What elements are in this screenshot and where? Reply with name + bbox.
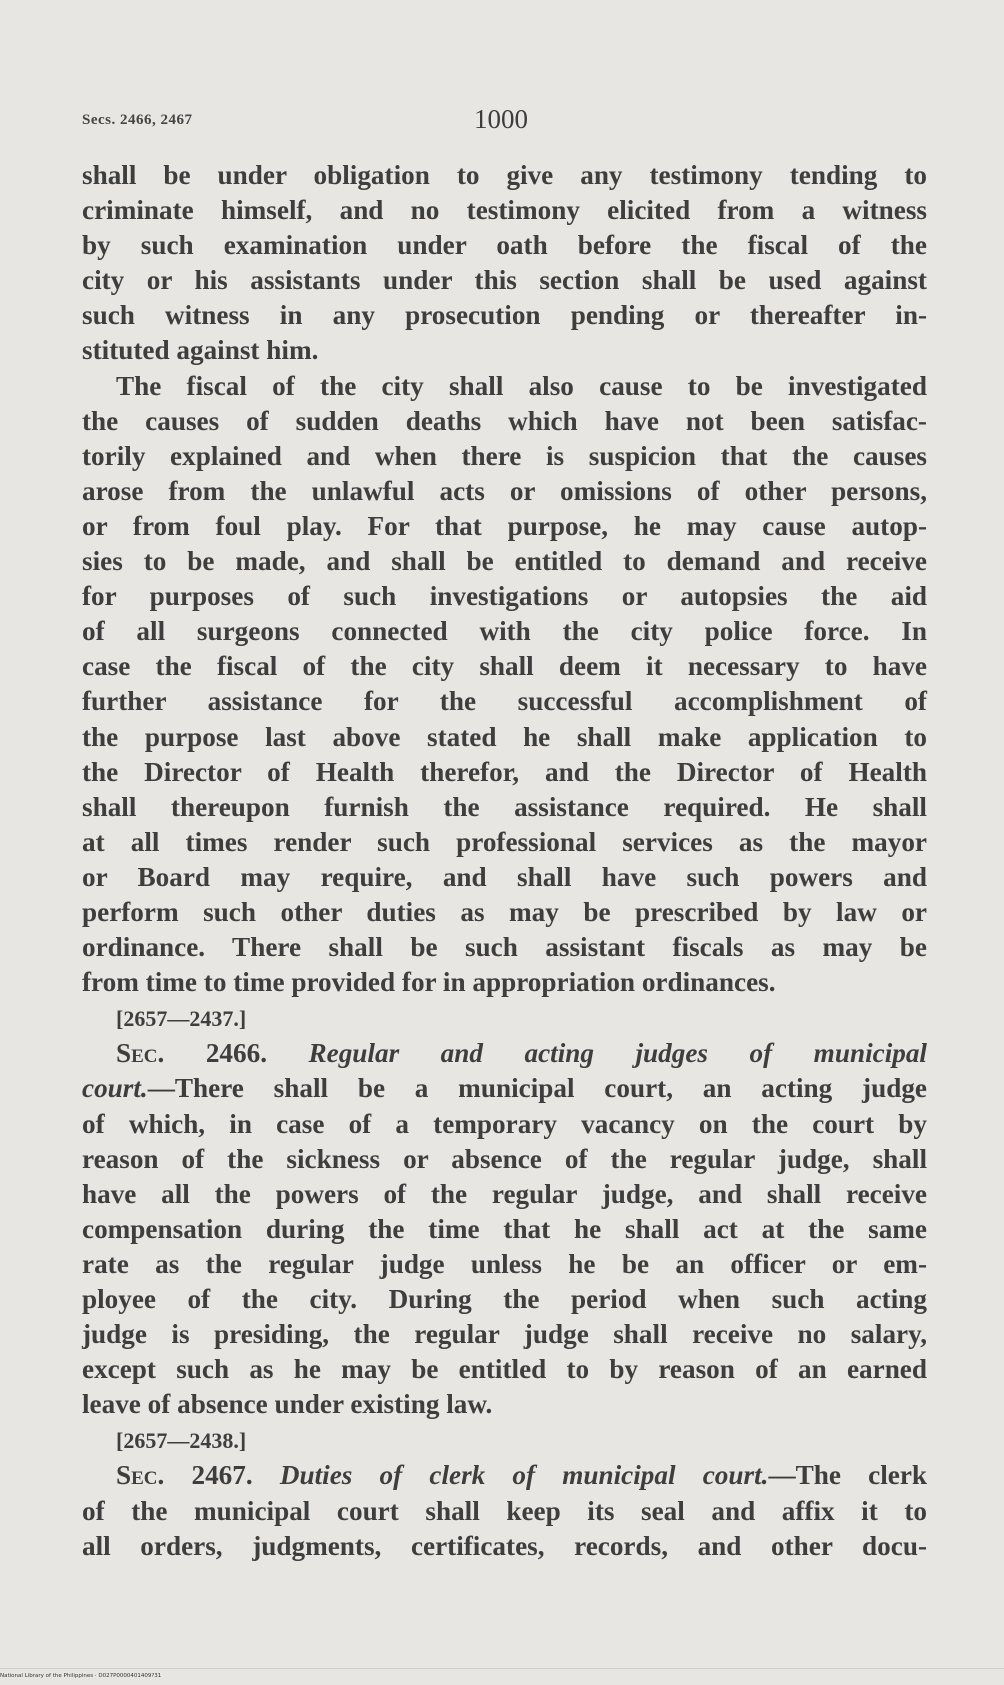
text-line: except such as he may be entitled to by reason of an earned [82,1354,927,1385]
section-text: —The clerk [768,1460,928,1491]
section-number: Sec. 2467. [116,1460,253,1491]
text-line: such witness in any prosecution pending or thereafter in- [82,300,927,331]
text-line: reason of the sickness or absence of the regular judge, shall [82,1143,927,1174]
text-line: for purposes of such investigations or autopsies the aid [82,581,927,612]
text-line: torily explained and when there is suspicion that the causes [82,440,927,471]
section-title: Regular and acting judges of municipal [308,1038,927,1069]
text-line [82,1071,927,1106]
text-line: The fiscal of the city shall also cause to be investigated [116,370,927,401]
text-line: ployee of the city. During the period when such acting [82,1284,927,1314]
text-line: leave of absence under existing law. [82,1389,493,1420]
text-line: all orders, judgments, certificates, records, and other docu- [82,1530,927,1561]
text-line: or Board may require, and shall have such powers and [82,861,927,892]
paragraph-sudden-deaths [82,369,927,1001]
body-text [82,158,927,1564]
paragraph-testimony [82,158,927,369]
text-line: further assistance for the successful accomplishment of [82,686,927,717]
text-line: arose from the unlawful acts or omissions of other persons, [82,475,927,506]
text-line: perform such other duties as may be prescribed by law or [82,896,927,927]
section-number: Sec. 2466. [116,1038,267,1069]
text-line: ordinance. There shall be such assistant fiscals as may be [82,932,927,963]
text-line: shall be under obligation to give any testimony tending to [82,160,927,190]
section-heading-line [82,1458,927,1493]
text-line: at all times render such professional services as the mayor [82,826,927,857]
text-line: of which, in case of a temporary vacancy on the court by [82,1108,927,1139]
text-line: of the municipal court shall keep its seal and affix it to [82,1495,927,1526]
section-text: —There shall be a municipal court, an acting judge [147,1073,927,1104]
page-number: 1000 [474,104,528,134]
section-reference: Secs. 2466, 2467 [82,112,193,128]
citation-2437: [2657—2437.] [116,1006,247,1032]
citation-2438: [2657—2438.] [116,1428,247,1454]
text-line: criminate himself, and no testimony elicited from a witness [82,195,927,226]
text-line: the purpose last above stated he shall make application to [82,721,927,752]
running-head [82,104,930,134]
text-line: have all the powers of the regular judge, and shall receive [82,1178,927,1209]
scan-credit: National Library of the Philippines · D027P0000401409?31 [0,1673,162,1679]
text-line: rate as the regular judge unless he be an officer or em- [82,1248,927,1279]
text-line: from time to time provided for in appropriation ordinances. [82,967,776,998]
section-title-continued: court. [82,1073,148,1104]
text-line: shall thereupon furnish the assistance required. He shall [82,791,927,822]
text-line: or from foul play. For that purpose, he may cause autop- [82,510,927,541]
text-line: sies to be made, and shall be entitled to demand and receive [82,546,927,577]
text-line: city or his assistants under this section shall be used against [82,265,927,296]
section-2466 [82,1036,927,1422]
text-line: case the fiscal of the city shall deem it necessary to have [82,651,927,682]
text-line: the Director of Health therefor, and the Director of Health [82,756,927,787]
footer-divider [0,1668,1004,1669]
text-line: the causes of sudden deaths which have not been satisfac- [82,405,927,436]
text-line: of all surgeons connected with the city police force. In [82,616,927,647]
section-heading-line [82,1036,927,1071]
text-line: judge is presiding, the regular judge shall receive no salary, [82,1319,927,1350]
text-line: compensation during the time that he shall act at the same [82,1213,927,1244]
text-line: by such examination under oath before the fiscal of the [82,230,927,261]
text-line: stituted against him. [82,335,319,366]
section-2467 [82,1458,927,1563]
section-title: Duties of clerk of municipal court. [279,1460,769,1491]
